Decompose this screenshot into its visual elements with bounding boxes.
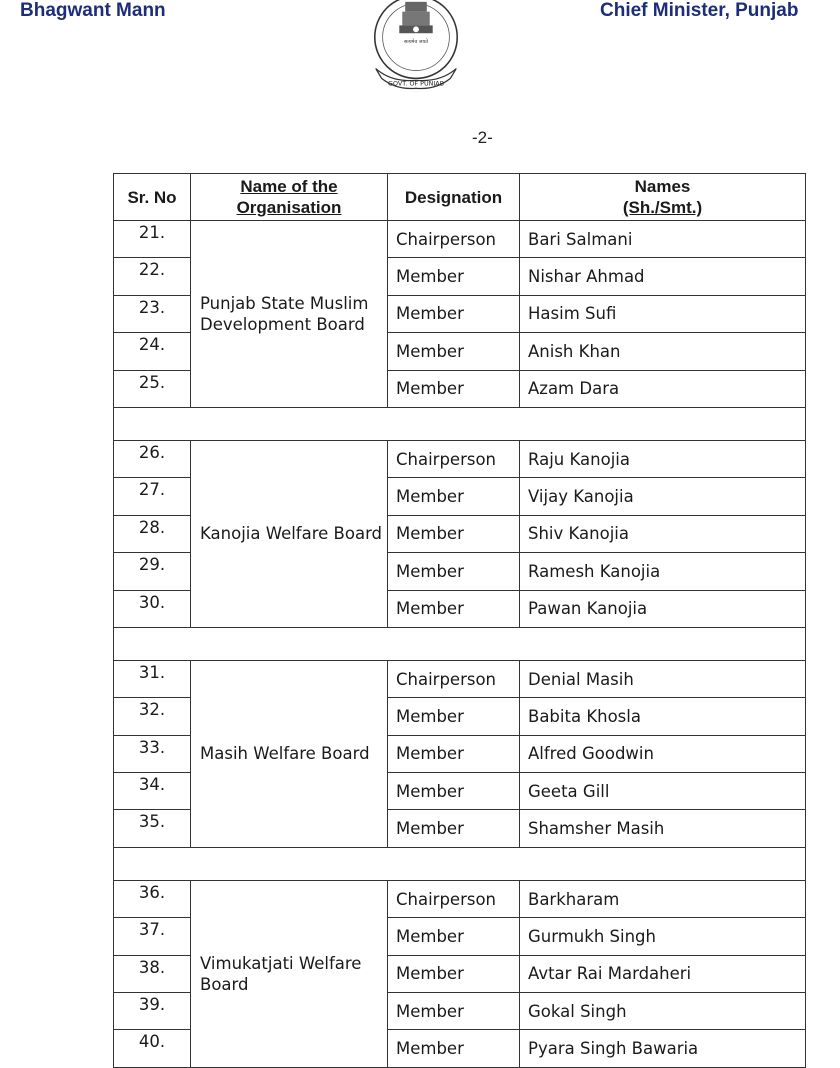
official-name: Bhagwant Mann xyxy=(20,0,166,21)
serial-number: 31. xyxy=(114,660,191,697)
separator-cell xyxy=(114,407,806,440)
serial-number: 38. xyxy=(114,955,191,992)
designation: Member xyxy=(388,1030,520,1067)
header-names: Names (Sh./Smt.) xyxy=(520,174,806,221)
designation: Chairperson xyxy=(388,660,520,697)
group-separator-row xyxy=(114,407,806,440)
designation: Member xyxy=(388,993,520,1030)
designation: Member xyxy=(388,333,520,370)
serial-number: 27. xyxy=(114,478,191,515)
separator-cell xyxy=(114,627,806,660)
header-designation: Designation xyxy=(388,174,520,221)
member-name: Shiv Kanojia xyxy=(520,515,806,552)
serial-number: 30. xyxy=(114,590,191,627)
header-sr-no: Sr. No xyxy=(114,174,191,221)
state-emblem-icon xyxy=(362,0,470,100)
organisation-name: Punjab State Muslim Development Board xyxy=(191,221,388,408)
member-name: Bari Salmani xyxy=(520,221,806,258)
member-name: Gokal Singh xyxy=(520,993,806,1030)
designation: Member xyxy=(388,735,520,772)
serial-number: 36. xyxy=(114,880,191,917)
serial-number: 28. xyxy=(114,515,191,552)
serial-number: 23. xyxy=(114,295,191,332)
table-row xyxy=(114,660,806,697)
member-name: Gurmukh Singh xyxy=(520,918,806,955)
svg-text:सत्यमेव जयते: सत्यमेव जयते xyxy=(403,39,429,46)
serial-number: 40. xyxy=(114,1030,191,1067)
designation: Member xyxy=(388,955,520,992)
table-row xyxy=(114,440,806,477)
organisation-name: Masih Welfare Board xyxy=(191,660,388,847)
member-name: Geeta Gill xyxy=(520,773,806,810)
group-separator-row xyxy=(114,847,806,880)
header-organisation: Name of the Organisation xyxy=(191,174,388,221)
member-name: Vijay Kanojia xyxy=(520,478,806,515)
designation: Member xyxy=(388,258,520,295)
serial-number: 22. xyxy=(114,258,191,295)
table-row xyxy=(114,221,806,258)
serial-number: 35. xyxy=(114,810,191,847)
member-name: Raju Kanojia xyxy=(520,440,806,477)
designation: Chairperson xyxy=(388,880,520,917)
member-name: Alfred Goodwin xyxy=(520,735,806,772)
designation: Member xyxy=(388,773,520,810)
member-name: Anish Khan xyxy=(520,333,806,370)
serial-number: 24. xyxy=(114,333,191,370)
serial-number: 29. xyxy=(114,553,191,590)
member-name: Barkharam xyxy=(520,880,806,917)
serial-number: 34. xyxy=(114,773,191,810)
serial-number: 25. xyxy=(114,370,191,407)
designation: Chairperson xyxy=(388,440,520,477)
member-name: Azam Dara xyxy=(520,370,806,407)
member-name: Avtar Rai Mardaheri xyxy=(520,955,806,992)
member-name: Hasim Sufi xyxy=(520,295,806,332)
serial-number: 33. xyxy=(114,735,191,772)
designation: Member xyxy=(388,478,520,515)
member-name: Pawan Kanojia xyxy=(520,590,806,627)
page-number: -2- xyxy=(472,128,493,147)
table-row xyxy=(114,880,806,917)
member-name: Babita Khosla xyxy=(520,698,806,735)
serial-number: 32. xyxy=(114,698,191,735)
serial-number: 26. xyxy=(114,440,191,477)
designation: Member xyxy=(388,370,520,407)
member-name: Denial Masih xyxy=(520,660,806,697)
organisation-name: Kanojia Welfare Board xyxy=(191,440,388,627)
board-members-table xyxy=(113,173,806,1068)
designation: Member xyxy=(388,810,520,847)
member-name: Ramesh Kanojia xyxy=(520,553,806,590)
designation: Member xyxy=(388,698,520,735)
svg-text:GOVT. OF PUNJAB: GOVT. OF PUNJAB xyxy=(388,79,444,88)
member-name: Pyara Singh Bawaria xyxy=(520,1030,806,1067)
serial-number: 21. xyxy=(114,221,191,258)
member-name: Nishar Ahmad xyxy=(520,258,806,295)
table-header-row xyxy=(114,174,806,221)
group-separator-row xyxy=(114,627,806,660)
serial-number: 37. xyxy=(114,918,191,955)
organisation-name: Vimukatjati Welfare Board xyxy=(191,880,388,1067)
designation: Member xyxy=(388,918,520,955)
designation: Member xyxy=(388,515,520,552)
separator-cell xyxy=(114,847,806,880)
designation: Chairperson xyxy=(388,221,520,258)
designation: Member xyxy=(388,295,520,332)
official-title: Chief Minister, Punjab xyxy=(600,0,799,21)
designation: Member xyxy=(388,553,520,590)
member-name: Shamsher Masih xyxy=(520,810,806,847)
designation: Member xyxy=(388,590,520,627)
serial-number: 39. xyxy=(114,993,191,1030)
